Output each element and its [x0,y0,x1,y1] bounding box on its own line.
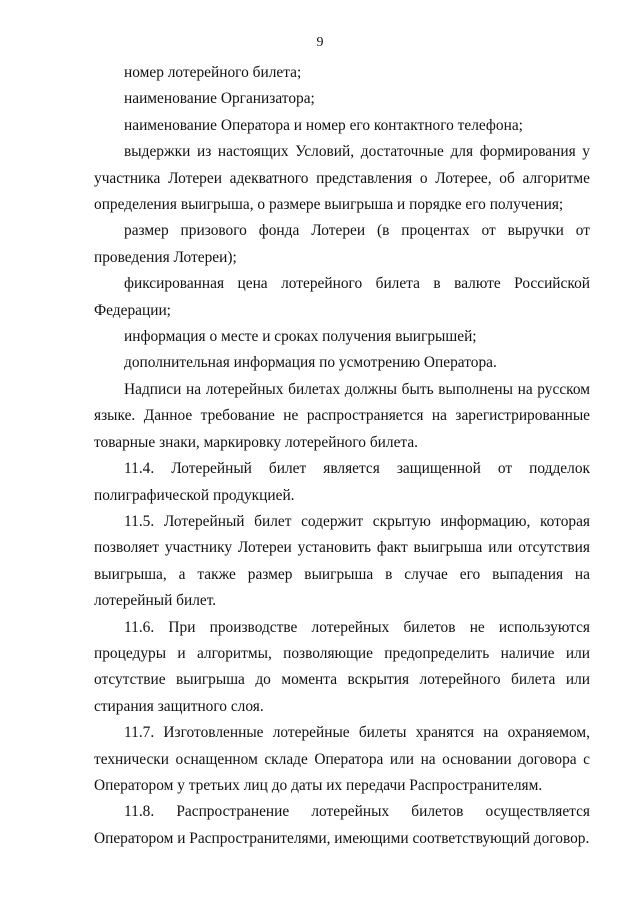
list-item-operator-name: наименование Оператора и номер его контактного телефона; [124,116,523,134]
paragraph-11-6: 11.6. При производстве лотерейных билетов не используются процедуры и алгоритмы, позволяющие предопределить наличие или отсутствие выигрыша до момента вскрытия лотерейного билета или стирания защитного слоя. [94,618,590,715]
list-item-rules-excerpt: выдержки из настоящих Условий, достаточные для формирования у участника Лотереи адекватного представления о Лотерее, об алгоритме определения выигрыша, о размере выигрыша и порядке его получения; [94,143,590,214]
paragraph-11-4: 11.4. Лотерейный билет является защищенной от подделок полиграфической продукцией. [94,460,590,504]
paragraph-11-7: 11.7. Изготовленные лотерейные билеты хранятся на охраняемом, технически оснащенном складе Оператора или на основании договора с Оператором у третьих лиц до даты их передачи Распространителям. [94,724,590,794]
list-item-prize-fund: размер призового фонда Лотереи (в процентах от выручки от проведения Лотереи); [94,222,590,266]
page-number: 9 [316,35,324,50]
list-item-ticket-number: номер лотерейного билета; [124,64,302,81]
paragraph-russian-language: Надписи на лотерейных билетах должны быть выполнены на русском языке. Данное требование не распространяется на зарегистрированные товарные знаки, маркировку лотерейного билета. [94,380,590,451]
paragraph-11-5: 11.5. Лотерейный билет содержит скрытую информацию, которая позволяет участнику Лотереи установить факт выигрыша или отсутствия выигрыша, а также размер выигрыша в случае его выпадения на лотерейный билет. [94,512,590,610]
paragraph-11-8: 11.8. Распространение лотерейных билетов осуществляется Оператором и Распространителями, имеющими соответствующий договор. [94,803,590,847]
list-item-ticket-price: фиксированная цена лотерейного билета в валюте Российской Федерации; [94,275,590,319]
list-item-additional-info: дополнительная информация по усмотрению Оператора. [124,354,497,372]
list-item-organizer-name: наименование Организатора; [124,90,315,108]
document-body [94,60,590,852]
list-item-winnings-place: информация о месте и сроках получения выигрышей; [124,328,477,346]
